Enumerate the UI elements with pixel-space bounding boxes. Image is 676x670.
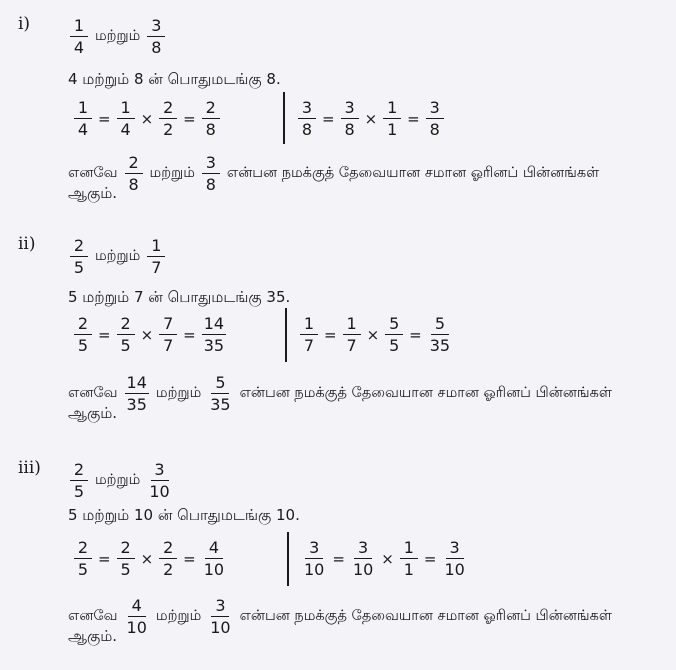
times-sign: × (140, 326, 154, 344)
conclusion-end-1: ஆகும். (68, 184, 118, 202)
fraction (202, 100, 220, 138)
denominator: 7 (303, 336, 315, 355)
and-word: மற்றும் (149, 165, 195, 181)
denominator: 2 (163, 560, 174, 579)
denominator: 1 (403, 560, 414, 579)
denominator: 35 (203, 336, 225, 355)
fraction (383, 100, 401, 138)
denominator: 8 (151, 38, 162, 57)
so-word: எனவே (68, 608, 118, 624)
equals-sign: = (183, 326, 196, 344)
numerator: 3 (446, 540, 464, 559)
numerator: 14 (203, 314, 225, 333)
numerator: 7 (159, 316, 177, 335)
lcm-statement-2: 5 மற்றும் 7 ன் பொதுமடங்கு 35. (68, 288, 291, 306)
and-word: மற்றும் (95, 28, 141, 44)
fraction (202, 316, 226, 354)
equals-sign: = (98, 110, 111, 128)
fraction (70, 18, 88, 56)
denominator: 2 (163, 120, 174, 139)
numerator: 2 (70, 238, 88, 257)
equals-sign: = (332, 550, 345, 568)
denominator: 4 (77, 120, 89, 139)
denominator: 5 (120, 336, 131, 355)
equals-sign: = (183, 550, 196, 568)
left-equation-3 (72, 540, 228, 578)
denominator: 5 (389, 336, 400, 355)
right-equation-2 (298, 316, 454, 354)
conclusion-2 (68, 375, 617, 413)
equals-sign: = (423, 550, 437, 568)
numerator: 3 (426, 100, 444, 119)
so-word: எனவே (68, 165, 118, 181)
numerator: 5 (385, 316, 403, 335)
fraction (426, 100, 444, 138)
numerator: 3 (298, 100, 316, 119)
equals-sign: = (407, 110, 420, 128)
denominator: 5 (120, 560, 131, 579)
denominator: 35 (126, 395, 147, 414)
denominator: 8 (205, 120, 216, 139)
denominator: 1 (387, 120, 398, 139)
denominator: 4 (73, 38, 85, 57)
times-sign: × (140, 550, 154, 568)
equals-sign: = (183, 110, 196, 128)
times-sign: × (364, 110, 378, 128)
fraction (74, 540, 92, 578)
fraction-pair-2 (68, 238, 167, 276)
denominator: 5 (73, 258, 85, 277)
numerator: 2 (125, 155, 143, 174)
denominator: 8 (301, 120, 313, 139)
fraction-pair-3 (68, 462, 174, 500)
equals-sign: = (98, 326, 111, 344)
numerator: 4 (128, 598, 146, 617)
numerator: 2 (117, 316, 135, 335)
fraction (298, 100, 316, 138)
fraction (74, 100, 92, 138)
denominator: 4 (120, 120, 131, 139)
and-word: மற்றும் (95, 472, 141, 488)
times-sign: × (140, 110, 154, 128)
left-equation-1 (72, 100, 222, 138)
fraction (351, 540, 375, 578)
numerator: 1 (70, 18, 88, 37)
numerator: 5 (211, 375, 229, 394)
fraction (341, 100, 359, 138)
right-equation-3 (300, 540, 469, 578)
fraction (147, 18, 165, 56)
problem-label-2: ii) (18, 234, 36, 254)
fraction (302, 540, 326, 578)
fraction (117, 316, 135, 354)
equals-sign: = (98, 550, 111, 568)
lcm-statement-3: 5 மற்றும் 10 ன் பொதுமடங்கு 10. (68, 506, 300, 524)
conclusion-3 (68, 598, 617, 636)
numerator: 2 (159, 540, 177, 559)
conclusion-1 (68, 155, 604, 193)
numerator: 5 (431, 316, 449, 335)
numerator: 1 (400, 540, 418, 559)
fraction (147, 462, 171, 500)
equals-sign: = (322, 110, 335, 128)
fraction (117, 100, 135, 138)
times-sign: × (381, 550, 394, 568)
numerator: 3 (211, 598, 229, 617)
fraction (400, 540, 418, 578)
numerator: 14 (126, 373, 147, 392)
denominator: 10 (304, 560, 325, 579)
divider-1 (283, 92, 285, 144)
fraction (159, 100, 177, 138)
fraction (385, 316, 403, 354)
denominator: 7 (346, 336, 357, 355)
denominator: 5 (77, 336, 89, 355)
numerator: 2 (74, 540, 92, 559)
numerator: 2 (117, 540, 135, 559)
conclusion-tail: என்பன நமக்குத் தேவையான சமான ஓரினப் பின்னங்கள் (239, 385, 612, 401)
numerator: 1 (147, 238, 165, 257)
so-word: எனவே (68, 385, 118, 401)
and-word: மற்றும் (95, 248, 141, 264)
numerator: 2 (70, 462, 88, 481)
numerator: 1 (383, 100, 401, 119)
denominator: 8 (429, 120, 440, 139)
numerator: 3 (354, 540, 372, 559)
fraction (208, 375, 232, 413)
conclusion-tail: என்பன நமக்குத் தேவையான சமான ஓரினப் பின்னங்கள் (226, 165, 600, 181)
numerator: 1 (300, 316, 318, 335)
fraction (125, 598, 149, 636)
fraction (159, 540, 177, 578)
denominator: 5 (77, 560, 89, 579)
equals-sign: = (324, 326, 337, 344)
denominator: 10 (210, 618, 231, 637)
fraction-pair-1 (68, 18, 167, 56)
numerator: 2 (74, 316, 92, 335)
denominator: 5 (73, 482, 85, 501)
numerator: 2 (202, 100, 220, 119)
fraction (70, 462, 88, 500)
denominator: 35 (429, 336, 451, 355)
divider-3 (287, 532, 289, 586)
fraction (125, 155, 143, 193)
denominator: 10 (352, 560, 374, 579)
fraction (147, 238, 165, 276)
fraction (208, 598, 232, 636)
numerator: 3 (202, 155, 220, 174)
numerator: 1 (343, 316, 361, 335)
numerator: 1 (117, 100, 135, 119)
conclusion-end-2: ஆகும். (68, 404, 118, 422)
numerator: 1 (74, 100, 92, 119)
denominator: 7 (163, 336, 174, 355)
problem-label-1: i) (18, 14, 31, 34)
problem-label-3: iii) (18, 458, 41, 478)
and-word: மற்றும் (155, 608, 202, 624)
numerator: 4 (205, 540, 223, 559)
denominator: 8 (128, 175, 139, 194)
denominator: 8 (205, 175, 216, 194)
numerator: 3 (151, 462, 169, 481)
fraction (74, 316, 92, 354)
denominator: 8 (344, 120, 355, 139)
numerator: 3 (305, 540, 323, 559)
fraction (442, 540, 466, 578)
fraction (202, 540, 226, 578)
denominator: 10 (444, 560, 465, 579)
denominator: 10 (149, 482, 170, 501)
numerator: 2 (159, 100, 177, 119)
denominator: 35 (210, 395, 231, 414)
conclusion-tail: என்பன நமக்குத் தேவையான சமான ஓரினப் பின்னங்கள் (239, 608, 612, 624)
denominator: 10 (126, 618, 147, 637)
equals-sign: = (409, 326, 422, 344)
right-equation-1 (296, 100, 446, 138)
denominator: 10 (203, 560, 225, 579)
left-equation-2 (72, 316, 228, 354)
numerator: 3 (147, 18, 165, 37)
and-word: மற்றும் (155, 385, 202, 401)
conclusion-end-3: ஆகும். (68, 627, 118, 645)
fraction (159, 316, 177, 354)
fraction (202, 155, 220, 193)
divider-2 (285, 308, 287, 362)
lcm-statement-1: 4 மற்றும் 8 ன் பொதுமடங்கு 8. (68, 70, 281, 88)
fraction (70, 238, 88, 276)
denominator: 7 (151, 258, 162, 277)
numerator: 3 (341, 100, 359, 119)
times-sign: × (366, 326, 380, 344)
fraction (117, 540, 135, 578)
fraction (428, 316, 452, 354)
fraction (125, 375, 149, 413)
fraction (343, 316, 361, 354)
fraction (300, 316, 318, 354)
